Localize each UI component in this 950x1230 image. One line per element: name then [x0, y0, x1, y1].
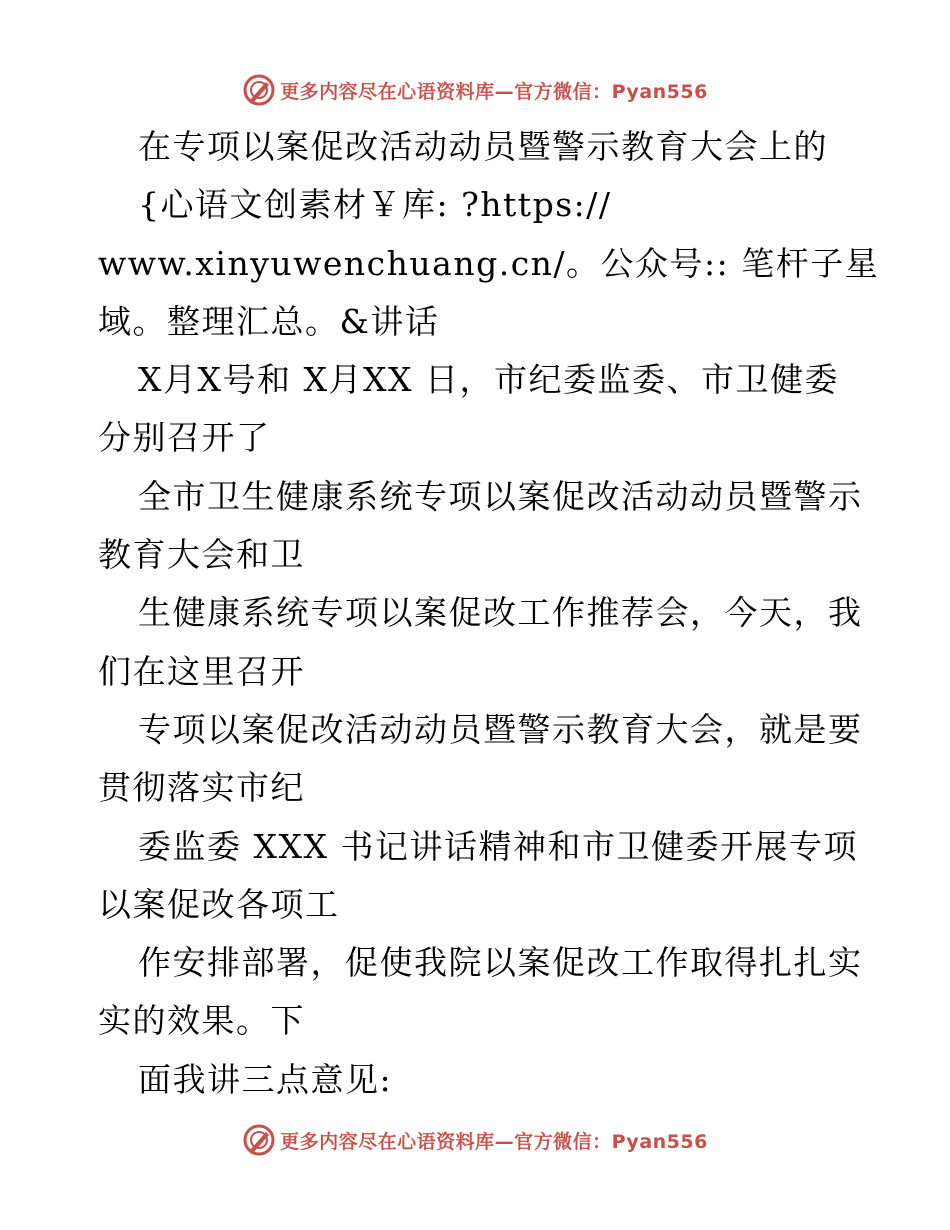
document-body — [98, 118, 880, 1109]
footer-banner — [0, 1120, 950, 1160]
document-line: 以案促改各项工 — [98, 884, 340, 924]
document-line: 在专项以案促改活动动员暨警示教育大会上的 — [138, 127, 828, 166]
document-line: 教育大会和卫 — [98, 535, 305, 575]
document-line: {心语文创素材￥库: ?https:// — [138, 185, 612, 225]
document-line: www.xinyuwenchuang.cn/。公众号:: 笔杆子星 — [98, 243, 880, 283]
header-banner-text: 更多内容尽在心语资料库—官方微信：Pyan556 — [280, 80, 708, 103]
pen-logo-icon — [242, 1123, 276, 1157]
document-line: 专项以案促改活动动员暨警示教育大会，就是要 — [138, 709, 863, 749]
document-line: 生健康系统专项以案促改工作推荐会，今天，我 — [138, 593, 863, 633]
document-line: 贯彻落实市纪 — [98, 768, 305, 808]
document-line: 域。整理汇总。&讲话 — [98, 301, 440, 341]
header-banner — [0, 70, 950, 110]
document-line: 面我讲三点意见: — [138, 1059, 393, 1099]
footer-banner-text: 更多内容尽在心语资料库—官方微信：Pyan556 — [280, 1130, 708, 1153]
document-line: 委监委 XXX 书记讲话精神和市卫健委开展专项 — [138, 826, 858, 866]
document-line: 分别召开了 — [98, 418, 271, 458]
document-line: 实的效果。下 — [98, 1001, 305, 1041]
document-line: 全市卫生健康系统专项以案促改活动动员暨警示 — [138, 476, 863, 516]
document-line: 们在这里召开 — [98, 651, 305, 691]
pen-logo-icon — [242, 73, 276, 107]
document-line: X月X号和 X月XX 日，市纪委监委、市卫健委 — [138, 360, 839, 400]
document-line: 作安排部署，促使我院以案促改工作取得扎扎实 — [138, 943, 863, 983]
